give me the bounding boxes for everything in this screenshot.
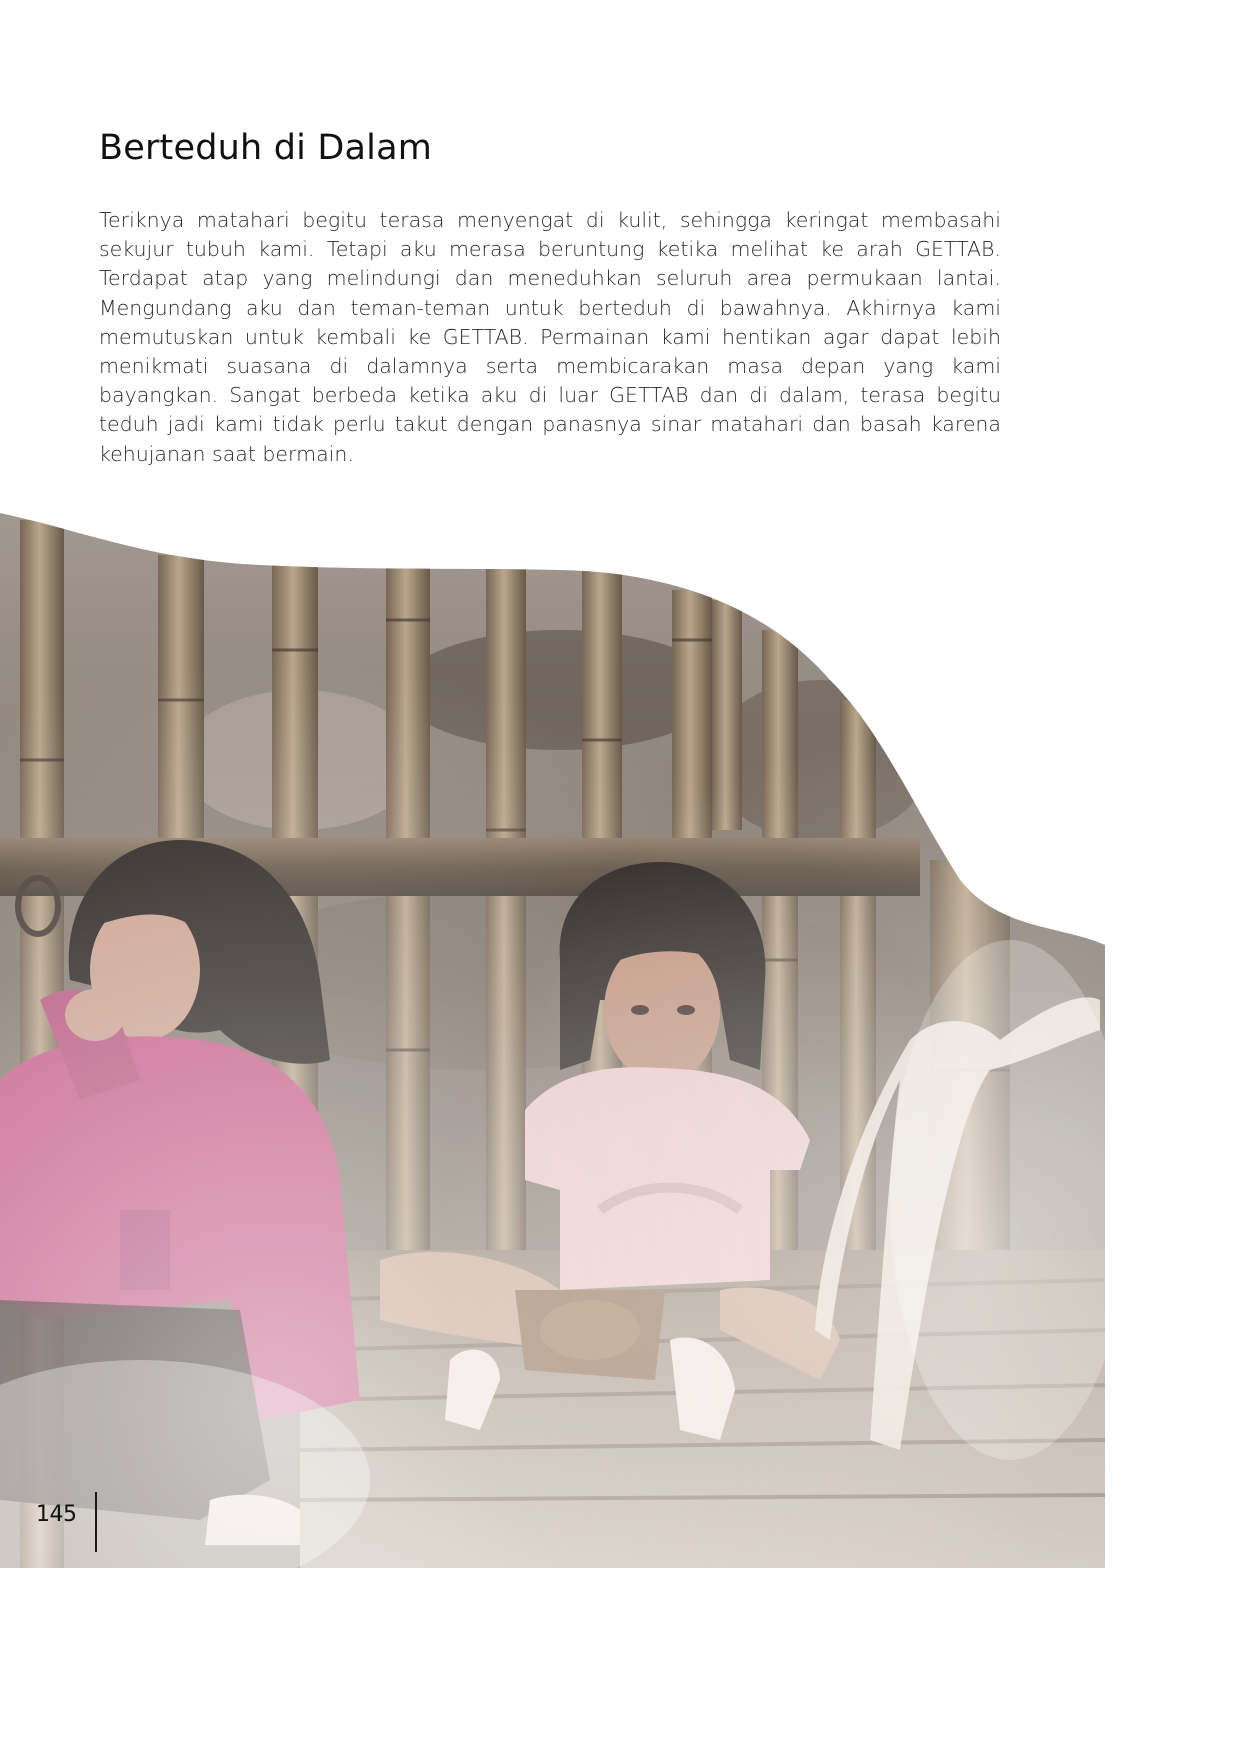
- body-paragraph: Teriknya matahari begitu terasa menyengat di kulit, sehingga keringat membasahi sekujur tubuh kami. Tetapi aku merasa beruntung ketika melihat ke arah GETTAB. Terdapat atap yang melindungi dan meneduhkan seluruh area permukaan lantai. Mengundang aku dan teman-teman untuk berteduh di bawahnya. Akhirnya kami memutuskan untuk kembali ke GETTAB. Permainan kami hentikan agar dapat lebih menikmati suasana di dalamnya serta membicarakan masa depan yang kami bayangkan. Sangat berbeda ketika aku di luar GETTAB dan di dalam, terasa begitu teduh jadi kami tidak perlu takut dengan panasnya sinar matahari dan basah karena kehujanan saat bermain.: [99, 208, 1001, 466]
- page-number-divider: [95, 1492, 97, 1552]
- page-number: 145: [36, 1502, 77, 1527]
- page-title: Berteduh di Dalam: [99, 128, 433, 168]
